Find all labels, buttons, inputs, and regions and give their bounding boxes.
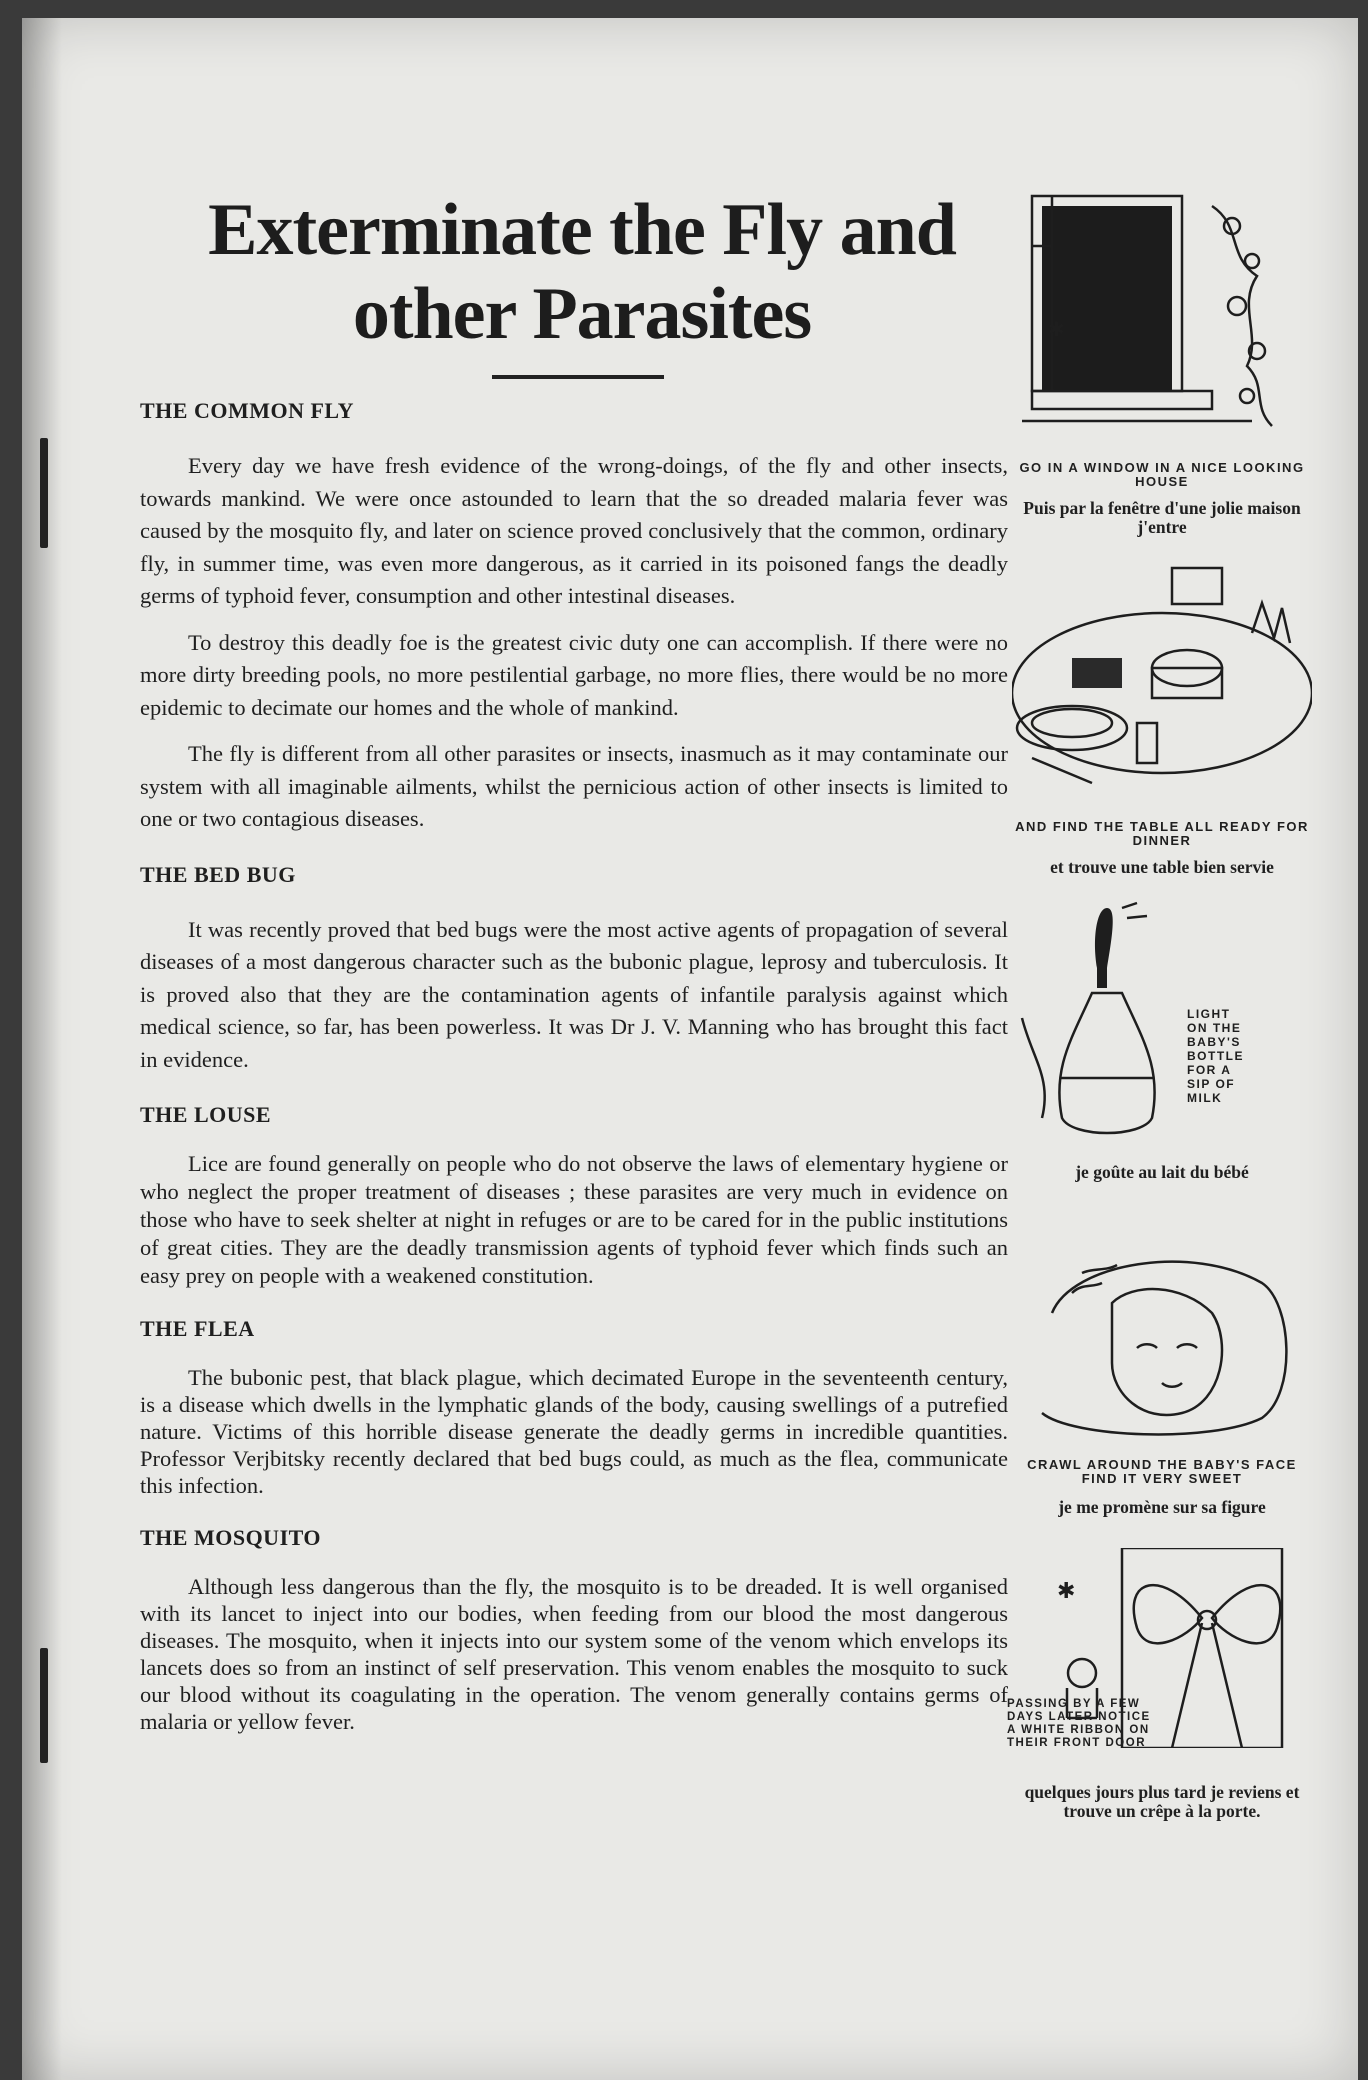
caption-english: CRAWL AROUND THE BABY'S FACE FIND IT VERY SWEET [1027, 1457, 1297, 1486]
document-page [22, 18, 1358, 2080]
heading-common-fly: THE COMMON FLY [140, 398, 354, 423]
sidebar-panel-baby [1007, 1243, 1317, 1517]
caption-french: quelques jours plus tard je reviens et trouve un crêpe à la porte. [1024, 1782, 1300, 1821]
binding-clip [40, 438, 48, 548]
paragraph: It was recently proved that bed bugs were the most active agents of propagation of several diseases of a most dangerous character such as the bubonic plague, leprosy and tuberculosis. It is proved also that they are the contamination agents of infantile paralysis against which medical science, so far, has been powerless. It was Dr J. V. Manning who has brought this fact in evidence. [140, 916, 1008, 1072]
paragraph: The fly is different from all other parasites or insects, inasmuch as it may contaminate our system with all imaginable ailments, whilst the pernicious action of other insects is limited to one or two contagious diseases. [140, 741, 1008, 831]
heading-mosquito: THE MOSQUITO [140, 1525, 322, 1550]
ribbon-caption-wrap [1007, 1698, 1157, 1750]
svg-text:SIP OF: SIP OF [1187, 1077, 1236, 1091]
main-column [140, 398, 1008, 1735]
spine-shadow [22, 18, 62, 2080]
sidebar-panel-table [1007, 563, 1317, 877]
paragraph: To destroy this deadly foe is the greatest civic duty one can accomplish. If there were no more dirty breeding pools, no more pestilential garbage, no more flies, there would be no more epidemic to decimate our homes and the whole of mankind. [140, 629, 1008, 720]
caption-english: PASSING BY A FEW DAYS LATER NOTICE A WHITE RIBBON ON THEIR FRONT DOOR [1007, 1698, 1151, 1749]
heading-flea: THE FLEA [140, 1316, 255, 1341]
bottle-illustration [1012, 898, 1312, 1148]
sidebar-panel-bottle [1007, 898, 1317, 1182]
caption-english: GO IN A WINDOW IN A NICE LOOKING HOUSE [1019, 460, 1305, 489]
caption-french: et trouve une table bien servie [1050, 857, 1274, 877]
paragraph: Every day we have fresh evidence of the wrong-doings, of the fly and other insects, towards mankind. We were once astounded to learn that the so dreaded malaria fever was caused by the mosquito fly, and later on science proved conclusively that the common, ordinary fly, in summer time, was even more dangerous, as it carried in its poisoned fangs the deadly germs of typhoid fever, consumption and other intestinal diseases. [140, 453, 1008, 608]
sidebar-panel-window [1007, 186, 1317, 537]
paragraph: Lice are found generally on people who do not observe the laws of elementary hygiene or who neglect the proper treatment of diseases ; these parasites are very much in evidence on those who have to seek shelter at night in refuges or are to be cared for in the public institutions of great cities. They are the deadly transmission agents of typhoid fever which finds such an easy prey on people with a weakened constitution. [140, 1151, 1008, 1288]
svg-text:MILK: MILK [1187, 1091, 1223, 1105]
baby-illustration [1012, 1243, 1312, 1443]
svg-text:LIGHT: LIGHT [1187, 1007, 1231, 1021]
svg-text:✱: ✱ [1048, 319, 1065, 341]
svg-text:FOR A: FOR A [1187, 1063, 1232, 1077]
title-line-1: Exterminate the Fly and [208, 189, 956, 271]
heading-bed-bug: THE BED BUG [140, 861, 296, 887]
caption-english: AND FIND THE TABLE ALL READY FOR DINNER [1015, 819, 1309, 848]
caption-french: je goûte au lait du bébé [1075, 1162, 1249, 1182]
title-line-2: other Parasites [352, 273, 812, 355]
binding-clip [40, 1648, 48, 1763]
svg-text:BOTTLE: BOTTLE [1187, 1049, 1244, 1063]
table-illustration [1012, 563, 1312, 813]
caption-french: je me promène sur sa figure [1058, 1497, 1266, 1517]
window-illustration [1012, 186, 1312, 446]
svg-text:BABY'S: BABY'S [1187, 1035, 1241, 1049]
paragraph: Although less dangerous than the fly, the mosquito is to be dreaded. It is well organised with its lancet to inject into our bodies, when feeding from our blood the most dangerous diseases. The mosquito, when it injects into our system some of the venom which envelops its lancets does so from an instinct of self preservation. This venom enables the mosquito to suck our blood without its coagulating in the operation. The venom generally contains germs of malaria or yellow fever. [140, 1574, 1008, 1734]
svg-text:ON THE: ON THE [1187, 1021, 1242, 1035]
sidebar-panel-ribbon [1007, 1548, 1317, 1821]
svg-text:✱: ✱ [1057, 1578, 1076, 1603]
title-rule [492, 375, 664, 379]
heading-louse: THE LOUSE [140, 1102, 272, 1127]
paragraph: The bubonic pest, that black plague, which decimated Europe in the seventeenth century, is a disease which dwells in the lymphatic glands of the body, causing swellings of a putrefied nature. Victims of this horrible disease generate the deadly germs in incredible quantities. Professor Verjbitsky recently declared that bed bugs could, as much as the flea, communicate this infection. [140, 1365, 1008, 1498]
caption-french: Puis par la fenêtre d'une jolie maison j'entre [1023, 498, 1301, 537]
page-title [142, 188, 1022, 356]
